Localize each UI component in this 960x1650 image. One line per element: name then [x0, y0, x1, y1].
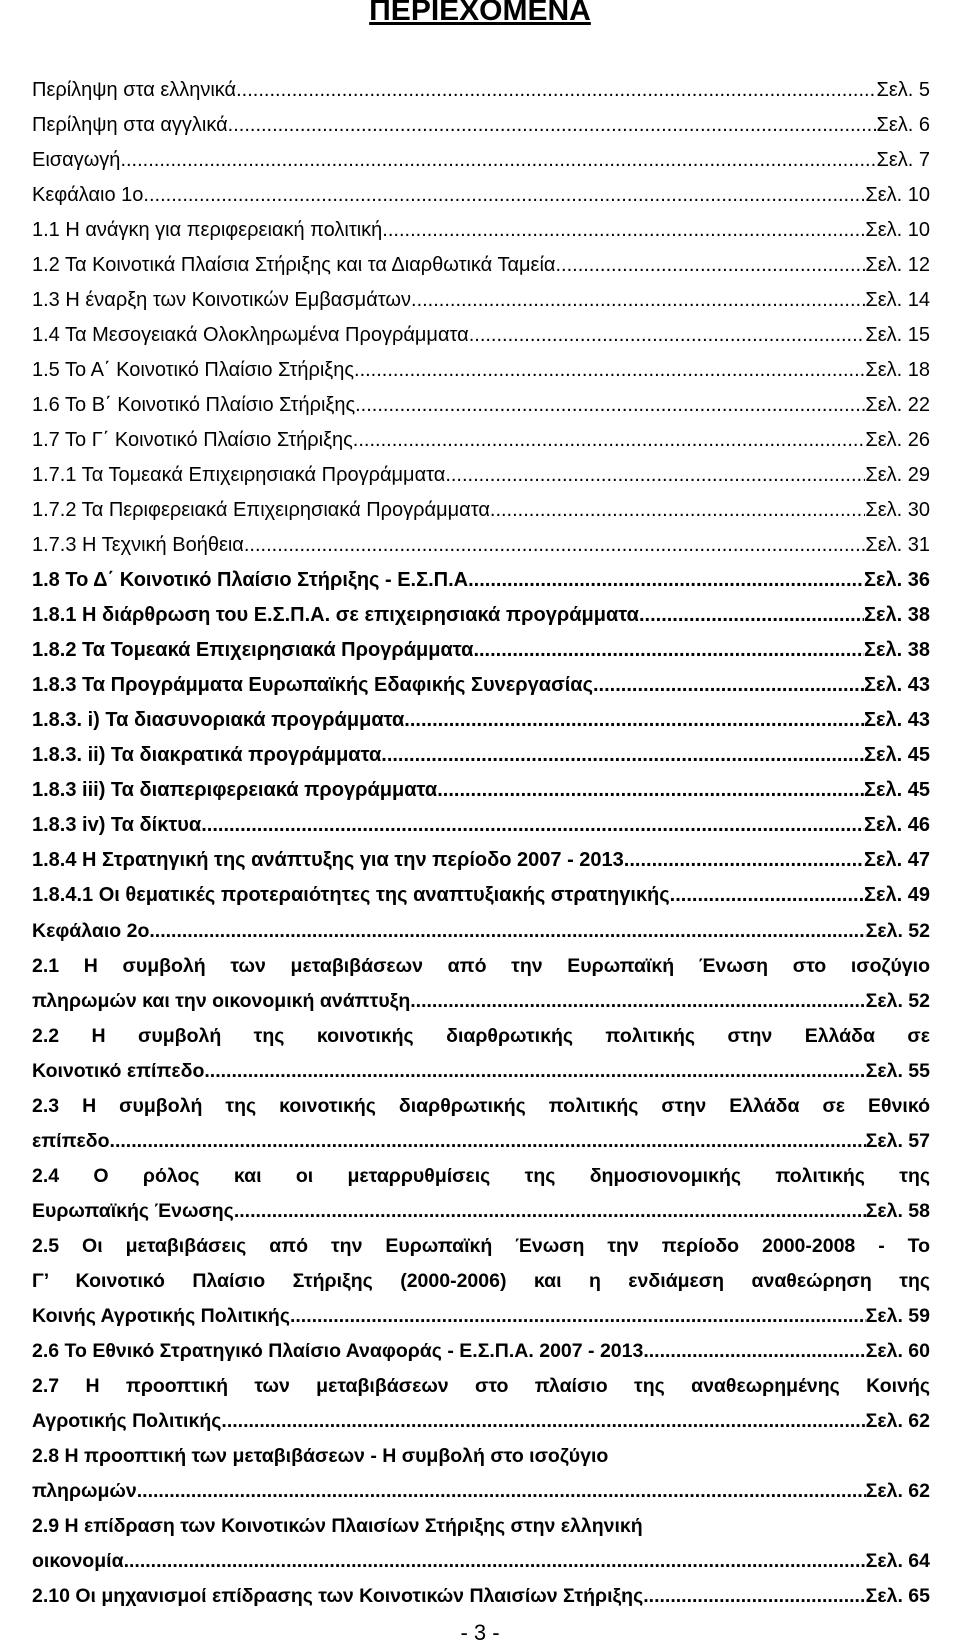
toc-entry-page: Σελ. 49	[864, 884, 930, 906]
toc-entry-page: Σελ. 10	[865, 184, 930, 206]
toc-entry-page: Σελ. 45	[864, 744, 930, 766]
toc-entry-label: Κεφάλαιο 1ο	[32, 184, 144, 206]
toc-entry-2-9[interactable]	[32, 1544, 930, 1579]
toc-entry-label: Ευρωπαϊκής Ένωσης	[32, 1200, 234, 1222]
toc-entry[interactable]	[32, 318, 930, 353]
toc-entry[interactable]	[32, 213, 930, 248]
toc-entry-2-5-line-2[interactable]: Γ’ Κοινοτικό Πλαίσιο Στήριξης (2000-2006) και η ενδιάμεση αναθεώρηση της	[32, 1270, 930, 1292]
leader-dots	[353, 423, 866, 458]
leader-dots	[474, 563, 864, 598]
toc-entry[interactable]	[32, 738, 930, 773]
toc-entry-label: Περίληψη στα ελληνικά	[32, 79, 237, 101]
toc-entry-page: Σελ. 59	[865, 1305, 930, 1327]
toc-entry-label: 1.8.3 Τα Προγράμματα Ευρωπαϊκής Εδαφικής Συνεργασίας	[32, 674, 593, 696]
toc-entry-label: 1.8.1 Η διάρθρωση του Ε.Σ.Π.Α. σε επιχειρησιακά προγράμματα	[32, 604, 639, 626]
toc-entry-page: Σελ. 65	[865, 1585, 930, 1607]
toc-entry-label: 1.7.3 Η Τεχνική Βοήθεια	[32, 534, 244, 556]
toc-entry-page: Σελ. 14	[865, 289, 930, 311]
toc-entry-2-3-line[interactable]: 2.3 Η συμβολή της κοινοτικής διαρθρωτικής πολιτικής στην Ελλάδα σε Εθνικό	[32, 1095, 930, 1117]
toc-entry-label: 2.10 Οι μηχανισμοί επίδρασης των Κοινοτικών Πλαισίων Στήριξης	[32, 1585, 644, 1607]
toc-entry-label: 1.8.4 Η Στρατηγική της ανάπτυξης για την περίοδο 2007 - 2013	[32, 849, 624, 871]
toc-entry[interactable]	[32, 703, 930, 738]
page-title: ΠΕΡΙΕΧΟΜΕΝΑ	[369, 0, 591, 27]
toc-entry-label: Κοινοτικό επίπεδο	[32, 1060, 205, 1082]
toc-entry-2-7-line[interactable]: 2.7 Η προοπτική των μεταβιβάσεων στο πλαίσιο της αναθεωρημένης Κοινής	[32, 1375, 930, 1397]
toc-entry-page: Σελ. 29	[865, 464, 930, 486]
toc-entry-page: Σελ. 31	[865, 534, 930, 556]
leader-dots	[149, 914, 865, 949]
toc-entry-page: Σελ. 43	[864, 674, 930, 696]
toc-entry-label: 1.5 Το Α΄ Κοινοτικό Πλαίσιο Στήριξης	[32, 359, 355, 381]
toc-entry-2-4-line[interactable]: 2.4 Ο ρόλος και οι μεταρρυθμίσεις της δημοσιονομικής πολιτικής της	[32, 1165, 930, 1187]
toc-entry-label: Περίληψη στα αγγλικά	[32, 114, 228, 136]
leader-dots	[404, 703, 864, 738]
toc-entry-2-8[interactable]	[32, 1474, 930, 1509]
leader-dots	[236, 73, 876, 108]
leader-dots	[473, 633, 864, 668]
toc-entry-label: 1.8.2 Τα Τομεακά Επιχειρησιακά Προγράμματα	[32, 639, 474, 661]
leader-dots	[670, 878, 864, 913]
leader-dots	[643, 1334, 865, 1369]
toc-entry-2-1-line[interactable]: 2.1 Η συμβολή των μεταβιβάσεων από την Ευρωπαϊκή Ένωση στο ισοζύγιο	[32, 955, 930, 977]
leader-dots	[437, 773, 864, 808]
toc-entry-page: Σελ. 18	[865, 359, 930, 381]
toc-entry-page: Σελ. 22	[865, 394, 930, 416]
toc-entry-page: Σελ. 47	[864, 849, 930, 871]
page-number: - 3 -	[460, 1620, 500, 1645]
toc-entry[interactable]	[32, 178, 930, 213]
toc-entry-label: 1.8.3 iii) Τα διαπεριφερειακά προγράμματα	[32, 779, 438, 801]
toc-entry-page: Σελ. 26	[865, 429, 930, 451]
toc-entry[interactable]	[32, 528, 930, 563]
toc-entry-2-1[interactable]	[32, 984, 930, 1019]
toc-entry-label: 1.8.3. ii) Τα διακρατικά προγράμματα	[32, 744, 382, 766]
toc-entry[interactable]	[32, 248, 930, 283]
toc-entry-label: 1.8.4.1 Οι θεματικές προτεραιότητες της αναπτυξιακής στρατηγικής	[32, 884, 670, 906]
leader-dots	[410, 984, 865, 1019]
toc-entry-label: 1.2 Τα Κοινοτικά Πλαίσια Στήριξης και τα Διαρθωτικά Ταμεία	[32, 254, 556, 276]
toc-entry[interactable]	[32, 353, 930, 388]
toc-entry[interactable]	[32, 773, 930, 808]
toc-entry[interactable]	[32, 563, 930, 598]
toc-entry-2-7[interactable]	[32, 1404, 930, 1439]
leader-dots	[290, 1299, 866, 1334]
toc-entry-page: Σελ. 7	[876, 149, 930, 171]
toc-entry-label: 1.8.3. i) Τα διασυνοριακά προγράμματα	[32, 709, 405, 731]
leader-dots	[228, 108, 877, 143]
toc-section-2	[32, 914, 930, 1614]
leader-dots	[639, 598, 864, 633]
leader-dots	[555, 248, 865, 283]
toc-entry-page: Σελ. 58	[865, 1200, 930, 1222]
toc-entry[interactable]	[32, 808, 930, 843]
toc-entry[interactable]	[32, 878, 930, 913]
toc-entry-page: Σελ. 30	[865, 499, 930, 521]
leader-dots	[110, 1124, 866, 1159]
leader-dots	[381, 738, 864, 773]
leader-dots	[354, 353, 865, 388]
toc-entry[interactable]	[32, 73, 930, 108]
leader-dots	[355, 388, 865, 423]
toc-entry-page: Σελ. 45	[864, 779, 930, 801]
leader-dots	[643, 1579, 865, 1614]
toc-entry-page: Σελ. 5	[876, 79, 930, 101]
leader-dots	[120, 143, 876, 178]
leader-dots	[445, 458, 865, 493]
toc-entry[interactable]	[32, 143, 930, 178]
toc-entry-label: Αγροτικής Πολιτικής	[32, 1410, 222, 1432]
toc-section-1	[32, 73, 930, 913]
toc-entry-label: 1.1 Η ανάγκη για περιφερειακή πολιτική	[32, 219, 383, 241]
leader-dots	[137, 1474, 866, 1509]
leader-dots	[221, 1404, 865, 1439]
toc-entry-page: Σελ. 6	[876, 114, 930, 136]
toc-entry-page: Σελ. 57	[865, 1130, 930, 1152]
toc-entry-page: Σελ. 38	[864, 604, 930, 626]
toc-entry-page: Σελ. 62	[865, 1480, 930, 1502]
toc-entry-label: Εισαγωγή	[32, 149, 121, 171]
toc-entry-label: επίπεδο	[32, 1130, 110, 1152]
toc-entry[interactable]	[32, 458, 930, 493]
toc-entry[interactable]	[32, 283, 930, 318]
toc-entry[interactable]	[32, 388, 930, 423]
toc-entry-label: πληρωμών	[32, 1480, 137, 1502]
toc-entry-page: Σελ. 60	[865, 1340, 930, 1362]
toc-entry[interactable]	[32, 423, 930, 458]
toc-entry-page: Σελ. 62	[865, 1410, 930, 1432]
leader-dots	[234, 1194, 866, 1229]
toc-entry-2-2[interactable]	[32, 1054, 930, 1089]
toc-entry-page: Σελ. 15	[865, 324, 930, 346]
toc-entry-2-10[interactable]	[32, 1579, 930, 1614]
toc-entry-label: Κοινής Αγροτικής Πολιτικής	[32, 1305, 290, 1327]
toc-entry-label: 1.7.2 Τα Περιφερειακά Επιχειρησιακά Προγράμματα	[32, 499, 490, 521]
leader-dots	[244, 528, 865, 563]
toc-entry-label: 1.4 Τα Μεσογειακά Ολοκληρωμένα Προγράμματα	[32, 324, 469, 346]
toc-entry-2-8-line[interactable]: 2.8 Η προοπτική των μεταβιβάσεων - Η συμβολή στο ισοζύγιο	[32, 1445, 609, 1467]
toc-entry-page: Σελ. 43	[864, 709, 930, 731]
leader-dots	[411, 283, 865, 318]
toc-entry-page: Σελ. 46	[864, 814, 930, 836]
toc-entry-label: Κεφάλαιο 2ο	[32, 920, 150, 942]
toc-entry-page: Σελ. 12	[865, 254, 930, 276]
leader-dots	[143, 178, 865, 213]
leader-dots	[204, 1054, 865, 1089]
toc-entry-page: Σελ. 64	[865, 1550, 930, 1572]
leader-dots	[490, 493, 865, 528]
toc-entry-page: Σελ. 36	[864, 569, 930, 591]
toc-entry-label: 2.6 Το Εθνικό Στρατηγικό Πλαίσιο Αναφοράς - Ε.Σ.Π.Α. 2007 - 2013	[32, 1340, 644, 1362]
leader-dots	[124, 1544, 866, 1579]
toc-entry-page: Σελ. 52	[865, 990, 930, 1012]
toc-entry-2-2-line[interactable]: 2.2 Η συμβολή της κοινοτικής διαρθρωτικής πολιτικής στην Ελλάδα σε	[32, 1025, 930, 1047]
toc-entry-2-3[interactable]	[32, 1124, 930, 1159]
toc-entry-2-4[interactable]	[32, 1194, 930, 1229]
leader-dots	[469, 318, 866, 353]
toc-entry-2-5-line-1[interactable]: 2.5 Οι μεταβιβάσεις από την Ευρωπαϊκή Ένωση την περίοδο 2000-2008 - Το	[32, 1235, 930, 1257]
toc-entry-page: Σελ. 52	[865, 920, 930, 942]
leader-dots	[593, 668, 864, 703]
toc-entry-label: πληρωμών και την οικονομική ανάπτυξη	[32, 990, 411, 1012]
toc-entry-page: Σελ. 10	[865, 219, 930, 241]
toc-entry-label: 1.6 Το Β΄ Κοινοτικό Πλαίσιο Στήριξης	[32, 394, 356, 416]
toc-entry-label: 1.7.1 Τα Τομεακά Επιχειρησιακά Προγράμματα	[32, 464, 446, 486]
toc-entry[interactable]	[32, 668, 930, 703]
leader-dots	[624, 843, 864, 878]
toc-entry-2-6[interactable]	[32, 1334, 930, 1369]
toc-entry-label: 1.3 Η έναρξη των Κοινοτικών Εμβασμάτων	[32, 289, 412, 311]
toc-entry-page: Σελ. 38	[864, 639, 930, 661]
toc-entry[interactable]	[32, 493, 930, 528]
toc-entry[interactable]	[32, 598, 930, 633]
toc-entry-chapter-2[interactable]	[32, 914, 930, 949]
toc-entry[interactable]	[32, 633, 930, 668]
toc-entry-page: Σελ. 55	[865, 1060, 930, 1082]
toc-entry-label: 1.8.3 iv) Τα δίκτυα	[32, 814, 202, 836]
toc-entry[interactable]	[32, 108, 930, 143]
toc-entry[interactable]	[32, 843, 930, 878]
toc-entry-2-5[interactable]	[32, 1299, 930, 1334]
toc-entry-2-9-line[interactable]: 2.9 Η επίδραση των Κοινοτικών Πλαισίων Στήριξης στην ελληνική	[32, 1515, 643, 1537]
leader-dots	[382, 213, 865, 248]
toc-entry-label: 1.7 Το Γ΄ Κοινοτικό Πλαίσιο Στήριξης	[32, 429, 353, 451]
toc-entry-label: οικονομία	[32, 1550, 124, 1572]
toc-entry-label: 1.8 Το Δ΄ Κοινοτικό Πλαίσιο Στήριξης - Ε.Σ.Π.Α.	[32, 569, 474, 591]
leader-dots	[201, 808, 864, 843]
